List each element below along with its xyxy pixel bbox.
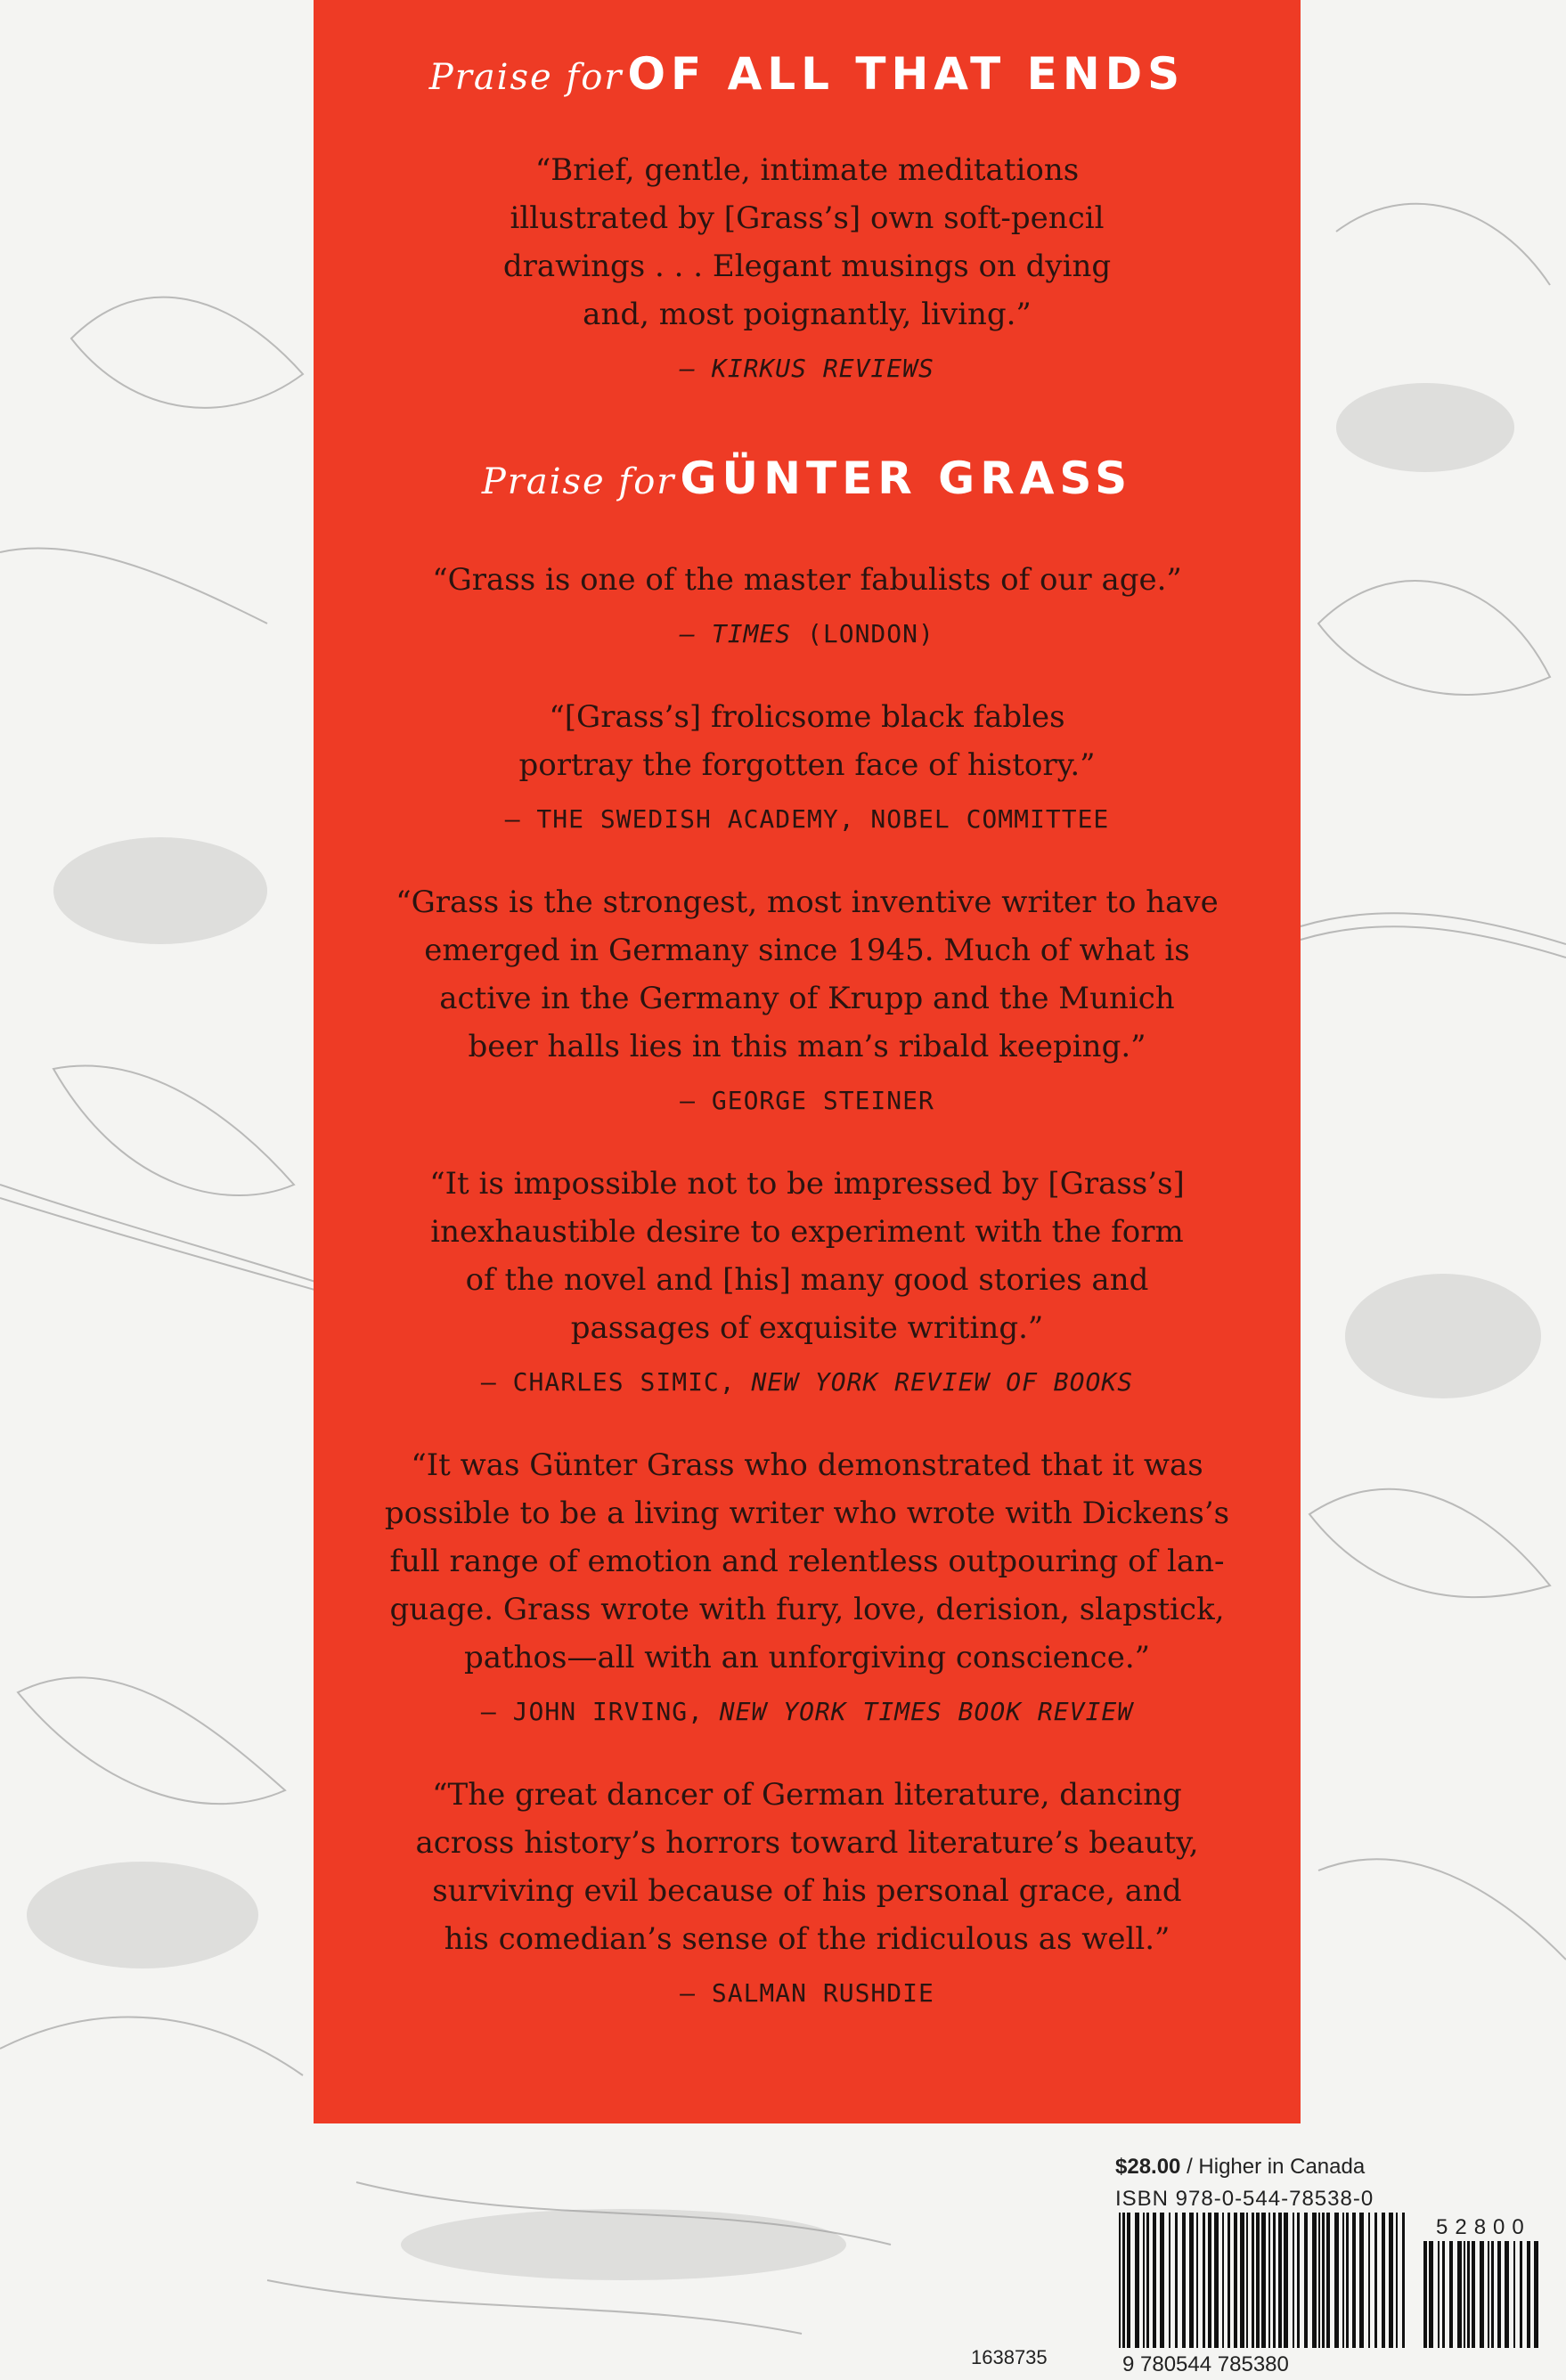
quote-line: passages of exquisite writing.”	[570, 1310, 1044, 1346]
quote-line: “It was Günter Grass who demonstrated that it was	[411, 1447, 1203, 1483]
barcode-bar	[1278, 2213, 1282, 2348]
barcode-bar	[1467, 2241, 1470, 2348]
barcode-bar	[1429, 2241, 1433, 2348]
quote-line: “[Grass’s] frolicsome black fables	[549, 699, 1065, 735]
barcode-bar	[1334, 2213, 1339, 2348]
quote-line: “Grass is one of the master fabulists of our age.”	[432, 562, 1182, 598]
barcode-bar	[1160, 2213, 1164, 2348]
barcode-bar	[1240, 2213, 1244, 2348]
barcode-bar	[1520, 2241, 1522, 2348]
barcode-bar	[1368, 2213, 1370, 2348]
attribution: — CHARLES SIMIC, NEW YORK REVIEW OF BOOKS	[480, 1367, 1134, 1397]
quote-line: “Grass is the strongest, most inventive writer to have	[396, 884, 1219, 920]
quote-line: inexhaustible desire to experiment with the form	[430, 1214, 1184, 1250]
praise-prefix: Praise for	[428, 57, 624, 98]
barcode-bar	[1182, 2213, 1186, 2348]
praise-panel	[314, 0, 1301, 2123]
barcode-bar	[1402, 2213, 1405, 2348]
quote-swedish-academy	[486, 693, 1128, 834]
barcode-bar	[1326, 2213, 1330, 2348]
barcode-bar	[1527, 2241, 1530, 2348]
barcode-bar	[1382, 2213, 1385, 2348]
quote-line: illustrated by [Grass’s] own soft-pencil	[510, 200, 1105, 236]
quote-line: of the novel and [his] many good stories and	[465, 1262, 1149, 1298]
barcode-bar	[1534, 2241, 1538, 2348]
barcode-bar	[1374, 2213, 1377, 2348]
barcode-bar	[1234, 2213, 1237, 2348]
quote-line: emerged in Germany since 1945. Much of what is	[424, 933, 1190, 968]
barcode-bars-main	[1119, 2213, 1405, 2348]
barcode-bar	[1438, 2241, 1440, 2348]
barcode-bars-addon	[1423, 2241, 1538, 2348]
barcode-bar	[1256, 2213, 1260, 2348]
quote-kirkus	[486, 146, 1128, 383]
barcode-bar	[1203, 2213, 1205, 2348]
quote-line: guage. Grass wrote with fury, love, derision, slapstick,	[389, 1592, 1225, 1627]
barcode-bar	[1261, 2213, 1266, 2348]
quote-line: drawings . . . Elegant musings on dying	[502, 249, 1112, 284]
quote-simic	[379, 1160, 1235, 1397]
barcode-bar	[1389, 2213, 1393, 2348]
barcode-bar	[1304, 2213, 1308, 2348]
author-name: GÜNTER GRASS	[680, 452, 1133, 504]
attribution: — JOHN IRVING, NEW YORK TIMES BOOK REVIEW	[480, 1697, 1134, 1726]
barcode-bar	[1214, 2213, 1219, 2348]
barcode-bar	[1284, 2213, 1288, 2348]
quote-line: full range of emotion and relentless outpouring of lan-	[389, 1544, 1225, 1579]
quote-line: surviving evil because of his personal grace, and	[432, 1873, 1182, 1909]
barcode-bar	[1488, 2241, 1489, 2348]
barcode-bar	[1297, 2213, 1300, 2348]
barcode-bar	[1513, 2241, 1515, 2348]
barcode-bar	[1246, 2213, 1248, 2348]
barcode-bar	[1119, 2213, 1121, 2348]
quote-line: portray the forgotten face of history.”	[518, 747, 1096, 783]
attribution: — SALMAN RUSHDIE	[680, 1978, 934, 2008]
barcode-bar	[1322, 2213, 1325, 2348]
price-box	[1115, 2154, 1566, 2213]
quote-line: “It is impossible not to be impressed by [Grass’s]	[429, 1166, 1185, 1202]
barcode-left-code: 1638735	[971, 2346, 1048, 2368]
barcode-bar	[1346, 2213, 1349, 2348]
barcode-bar	[1252, 2213, 1254, 2348]
barcode-bar	[1464, 2241, 1465, 2348]
quote-line: beer halls lies in this man’s ribald keeping.”	[468, 1029, 1146, 1064]
barcode-bar	[1342, 2213, 1344, 2348]
barcode-bar	[1312, 2213, 1317, 2348]
quote-line: pathos—all with an unforgiving conscience.”	[463, 1640, 1151, 1675]
barcode-bar	[1268, 2213, 1270, 2348]
praise-prefix: Praise for	[481, 461, 676, 502]
quote-line: possible to be a living writer who wrote with Dickens’s	[384, 1496, 1230, 1531]
barcode-bar	[1293, 2213, 1294, 2348]
barcode-bar	[1222, 2213, 1224, 2348]
barcode-bar	[1175, 2213, 1178, 2348]
isbn-barcode	[1115, 2209, 1543, 2378]
isbn: ISBN 978-0-544-78538-0	[1115, 2187, 1374, 2211]
quote-line: across history’s horrors toward literature’s beauty,	[415, 1825, 1199, 1861]
barcode-bar	[1196, 2213, 1198, 2348]
barcode-bar	[1189, 2213, 1194, 2348]
barcode-bar	[1352, 2213, 1356, 2348]
quote-line: active in the Germany of Krupp and the Munich	[439, 981, 1175, 1016]
barcode-bar	[1146, 2213, 1149, 2348]
attribution: — KIRKUS REVIEWS	[680, 354, 934, 383]
barcode-bar	[1228, 2213, 1230, 2348]
attribution: — GEORGE STEINER	[680, 1086, 934, 1115]
attribution: — TIMES (LONDON)	[680, 619, 934, 648]
quote-line: “Brief, gentle, intimate meditations	[534, 152, 1080, 188]
quote-line: “The great dancer of German literature, dancing	[432, 1777, 1182, 1813]
barcode-bar	[1449, 2241, 1453, 2348]
barcode-bar	[1491, 2241, 1494, 2348]
barcode-bar	[1153, 2213, 1156, 2348]
barcode-bar	[1143, 2213, 1145, 2348]
attribution: — THE SWEDISH ACADEMY, NOBEL COMMITTEE	[504, 804, 1110, 834]
barcode-bar	[1273, 2213, 1276, 2348]
quote-steiner	[371, 878, 1244, 1115]
barcode-bar	[1423, 2241, 1427, 2348]
barcode-bar	[1208, 2213, 1211, 2348]
barcode-bar	[1318, 2213, 1320, 2348]
barcode-bar	[1472, 2241, 1475, 2348]
book-title: OF ALL THAT ENDS	[627, 48, 1186, 100]
quote-line: and, most poignantly, living.”	[583, 297, 1032, 332]
barcode-bar	[1480, 2241, 1484, 2348]
barcode-bar	[1505, 2241, 1509, 2348]
praise-author-heading	[314, 452, 1301, 504]
barcode-bar	[1359, 2213, 1364, 2348]
barcode-bar	[1497, 2241, 1501, 2348]
barcode-bar	[1122, 2213, 1125, 2348]
quote-line: his comedian’s sense of the ridiculous as well.”	[444, 1921, 1170, 1957]
barcode-digits: 9 780544 785380	[1122, 2352, 1289, 2376]
quote-times	[406, 556, 1208, 648]
quote-rushdie	[388, 1771, 1226, 2008]
barcode-bar	[1169, 2213, 1170, 2348]
barcode-addon-digits: 52800	[1436, 2215, 1531, 2239]
praise-book-heading	[314, 48, 1301, 100]
barcode-bar	[1457, 2241, 1462, 2348]
barcode-bar	[1396, 2213, 1398, 2348]
barcode-bar	[1442, 2241, 1445, 2348]
quote-irving	[362, 1441, 1252, 1726]
barcode-bar	[1135, 2213, 1139, 2348]
barcode-bar	[1127, 2213, 1130, 2348]
price: $28.00 / Higher in Canada	[1115, 2155, 1366, 2179]
